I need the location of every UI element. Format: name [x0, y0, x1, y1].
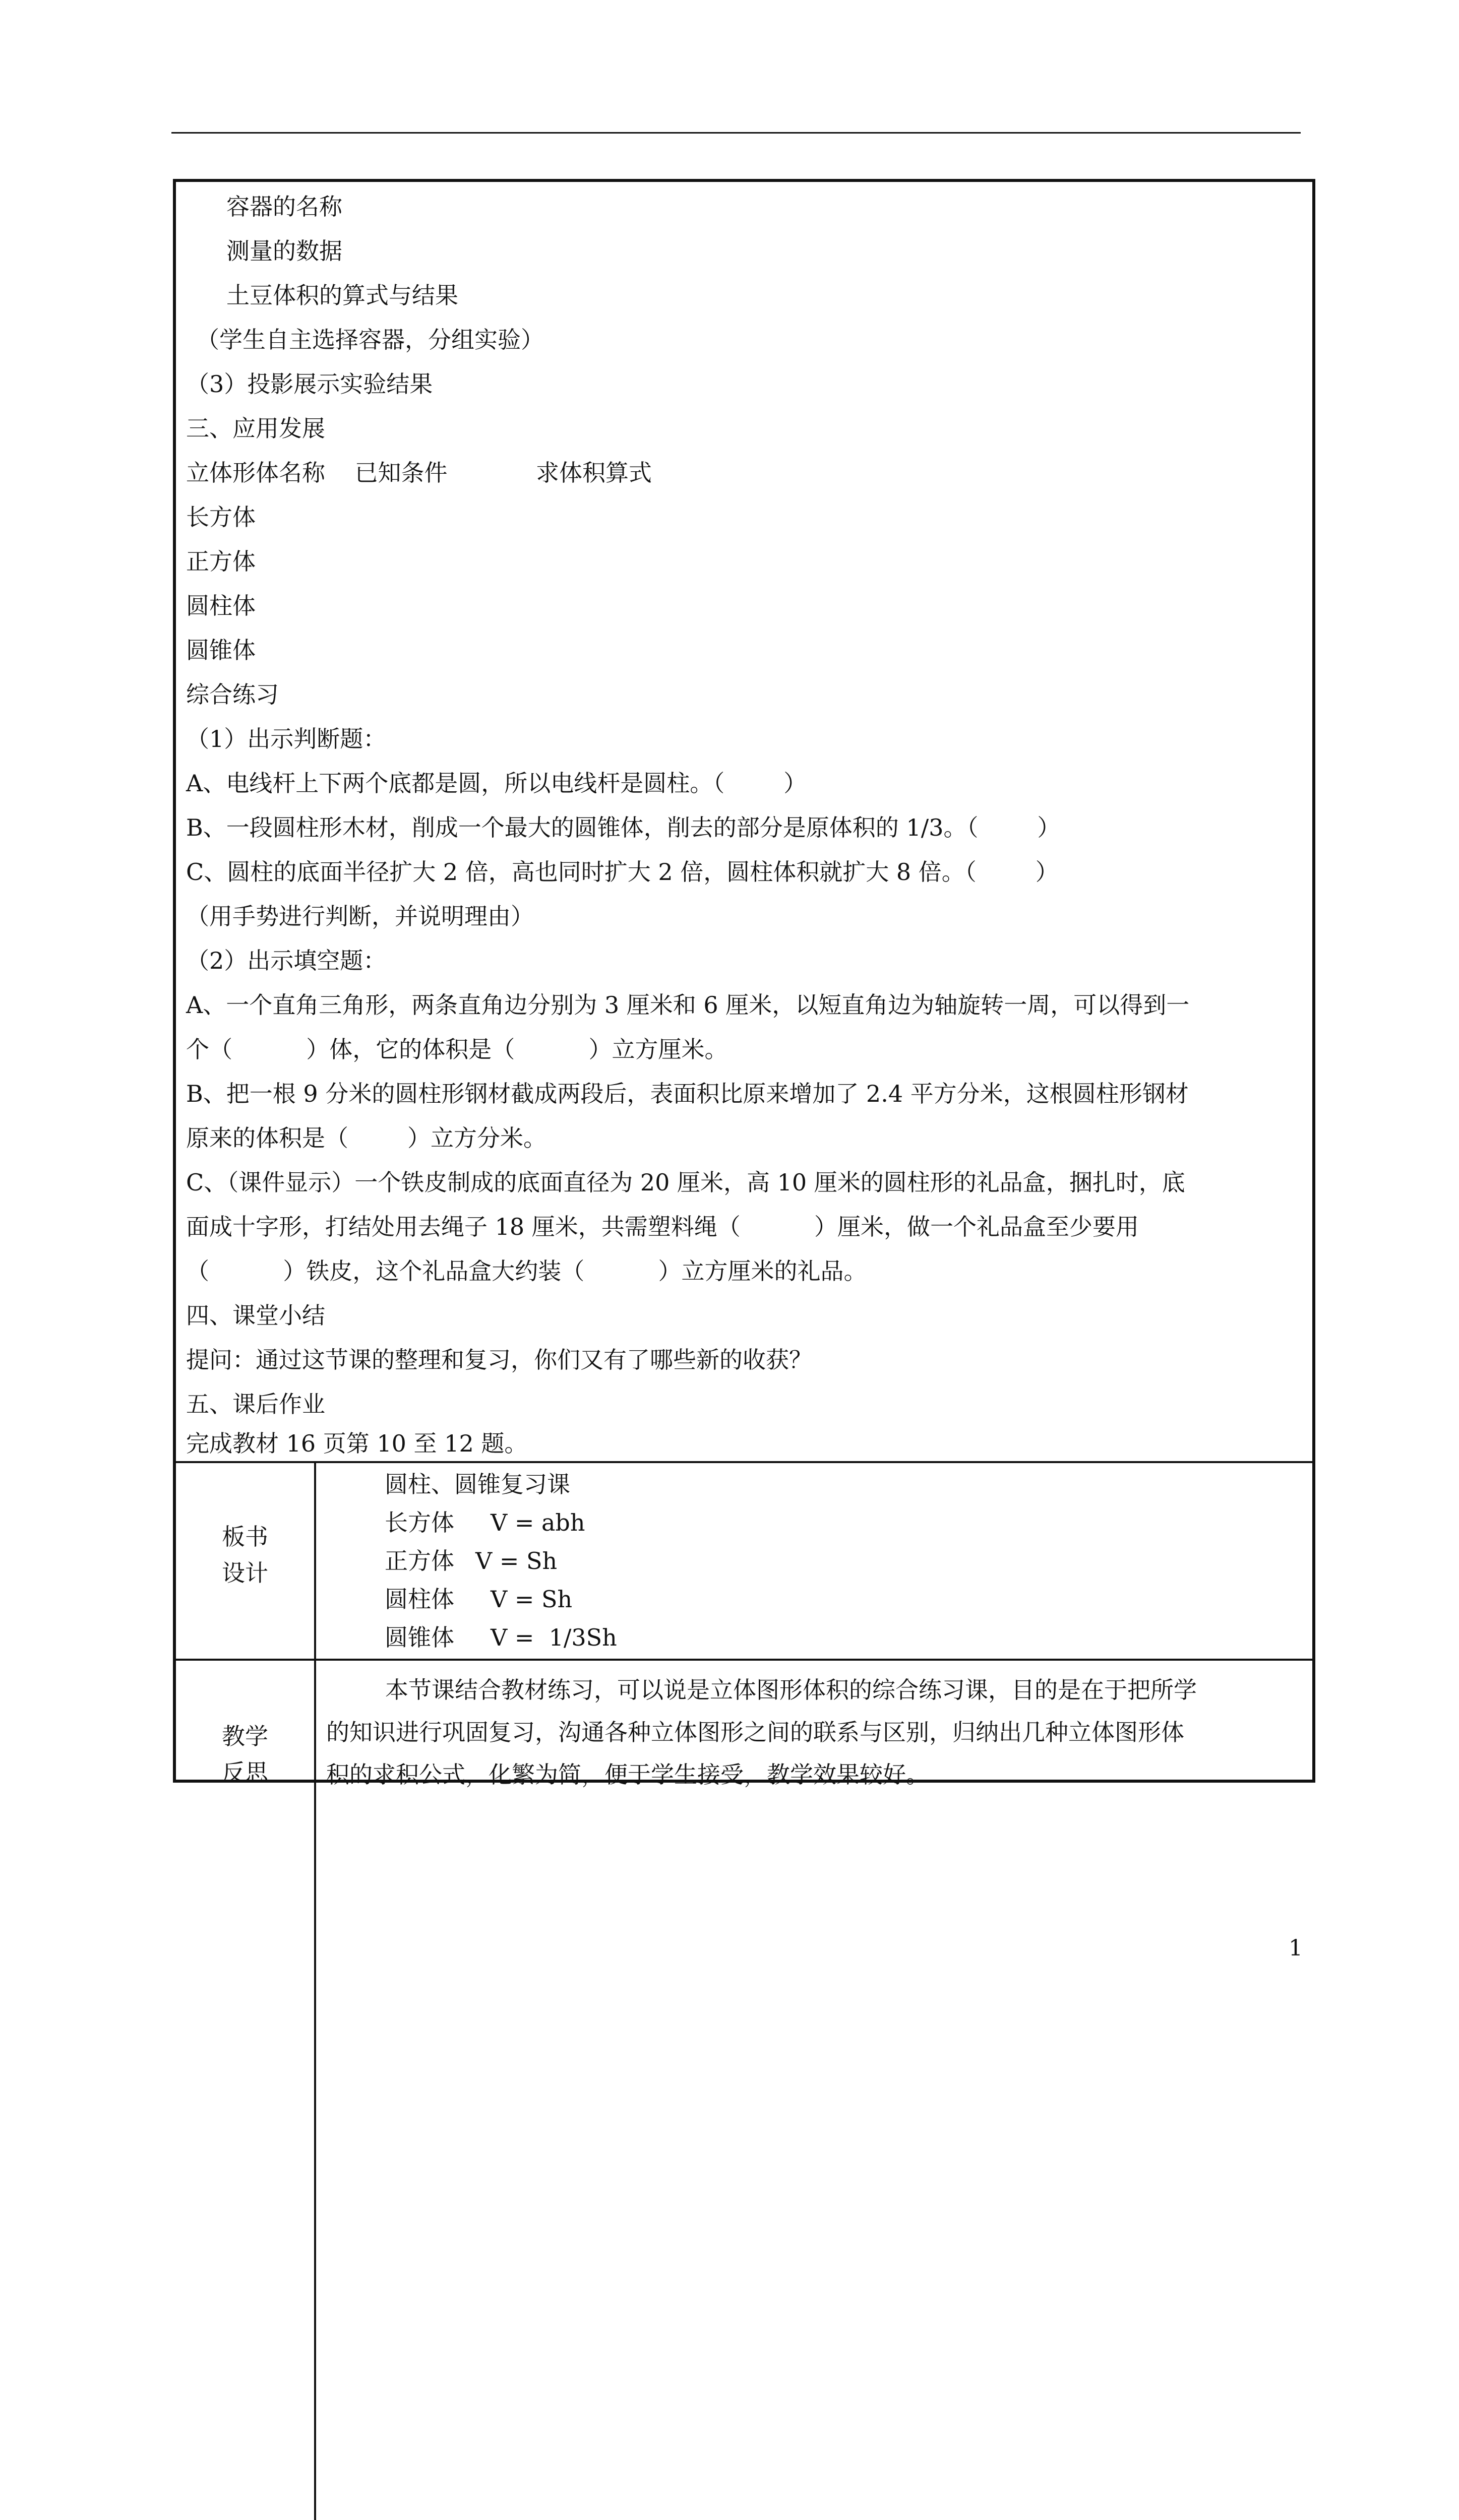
formula-expression: V = Sh: [491, 1586, 573, 1613]
label-text: 教学: [222, 1723, 268, 1750]
reflection-text: 本节课结合教材练习，可以说是立体图形体积的综合练习课，目的是在于把所学: [326, 1676, 1197, 1704]
lesson-table: [173, 179, 1315, 1788]
reflection-text: 的知识进行巩固复习，沟通各种立体图形之间的联系与区别，归纳出几种立体图形体: [326, 1719, 1184, 1746]
text-line: 原来的体积是（ ）立方分米。: [186, 1124, 546, 1152]
text-line: 测量的数据: [226, 237, 342, 265]
text-line: （2）出示填空题：: [186, 947, 387, 974]
text-line: 正方体: [186, 548, 256, 575]
text-line: 土豆体积的算式与结果: [226, 282, 458, 309]
section-heading: 五、课后作业: [186, 1391, 325, 1418]
text-line: 提问：通过这节课的整理和复习，你们又有了哪些新的收获？: [186, 1346, 812, 1373]
column-divider: [314, 1463, 316, 2520]
text-line: C、圆柱的底面半径扩大 2 倍，高也同时扩大 2 倍，圆柱体积就扩大 8 倍。（ ）: [186, 858, 1059, 886]
text-line: A、电线杆上下两个底都是圆，所以电线杆是圆柱。（ ）: [186, 770, 807, 797]
text-line: 完成教材 16 页第 10 至 12 题。: [186, 1430, 528, 1457]
board-title: 圆柱、圆锥复习课: [385, 1471, 570, 1498]
formula-name: 圆柱体: [385, 1586, 454, 1613]
text-line: C、（课件显示）一个铁皮制成的底面直径为 20 厘米，高 10 厘米的圆柱形的礼品盒，捆扎时，底: [186, 1169, 1185, 1196]
label-text: 设计: [222, 1559, 268, 1587]
text-line: （1）出示判断题：: [186, 725, 387, 752]
text-line: B、把一根 9 分米的圆柱形钢材截成两段后，表面积比原来增加了 2.4 平方分米，这根圆柱形钢材: [186, 1080, 1189, 1107]
row-divider: [176, 1659, 1312, 1661]
text-line: 长方体: [186, 503, 256, 531]
text-line: （3）投影展示实验结果: [186, 370, 433, 398]
text-line: 面成十字形，打结处用去绳子 18 厘米，共需塑料绳（ ）厘米，做一个礼品盒至少要用: [186, 1213, 1139, 1240]
text-line: 综合练习: [186, 681, 279, 708]
formula-name: 圆锥体: [385, 1624, 454, 1651]
text-line: 立体形体名称 已知条件 求体积算式: [186, 459, 652, 486]
reflection-label: [176, 1718, 314, 1791]
text-line: 容器的名称: [226, 193, 342, 220]
formula-row: [385, 1618, 617, 1657]
reflection-text: 积的求积公式，化繁为简，便于学生接受，教学效果较好。: [326, 1761, 929, 1788]
formula-row: [385, 1580, 572, 1618]
formula-row: [385, 1542, 557, 1580]
row-divider: [176, 1461, 1312, 1463]
text-line: 个（ ）体，它的体积是（ ）立方厘米。: [186, 1036, 728, 1063]
formula-name: 正方体: [385, 1547, 454, 1574]
formula-row: [385, 1503, 585, 1542]
label-text: 板书: [222, 1523, 268, 1550]
section-heading: 四、课堂小结: [186, 1302, 325, 1329]
page-number: 1: [1289, 1935, 1303, 1961]
formula-expression: V = Sh: [475, 1547, 558, 1574]
text-line: （ ）铁皮，这个礼品盒大约装（ ）立方厘米的礼品。: [186, 1257, 867, 1285]
text-line: 圆锥体: [186, 637, 256, 664]
text-line: A、一个直角三角形，两条直角边分别为 3 厘米和 6 厘米，以短直角边为轴旋转一周，可以得到一: [186, 991, 1190, 1019]
text-line: 圆柱体: [186, 592, 256, 619]
formula-expression: V = 1/3Sh: [491, 1624, 617, 1651]
text-line: B、一段圆柱形木材，削成一个最大的圆锥体，削去的部分是原体积的 1/3。（ ）: [186, 814, 1061, 841]
label-text: 反思: [222, 1759, 268, 1786]
formula-expression: V = abh: [491, 1509, 585, 1536]
board-design-label: [176, 1519, 314, 1591]
lesson-content-cell: [176, 182, 1312, 1472]
text-line: （用手势进行判断，并说明理由）: [186, 903, 534, 930]
text-line: （学生自主选择容器，分组实验）: [196, 326, 544, 353]
header-rule: [171, 132, 1301, 134]
formula-name: 长方体: [385, 1509, 454, 1536]
section-heading: 三、应用发展: [186, 415, 325, 442]
